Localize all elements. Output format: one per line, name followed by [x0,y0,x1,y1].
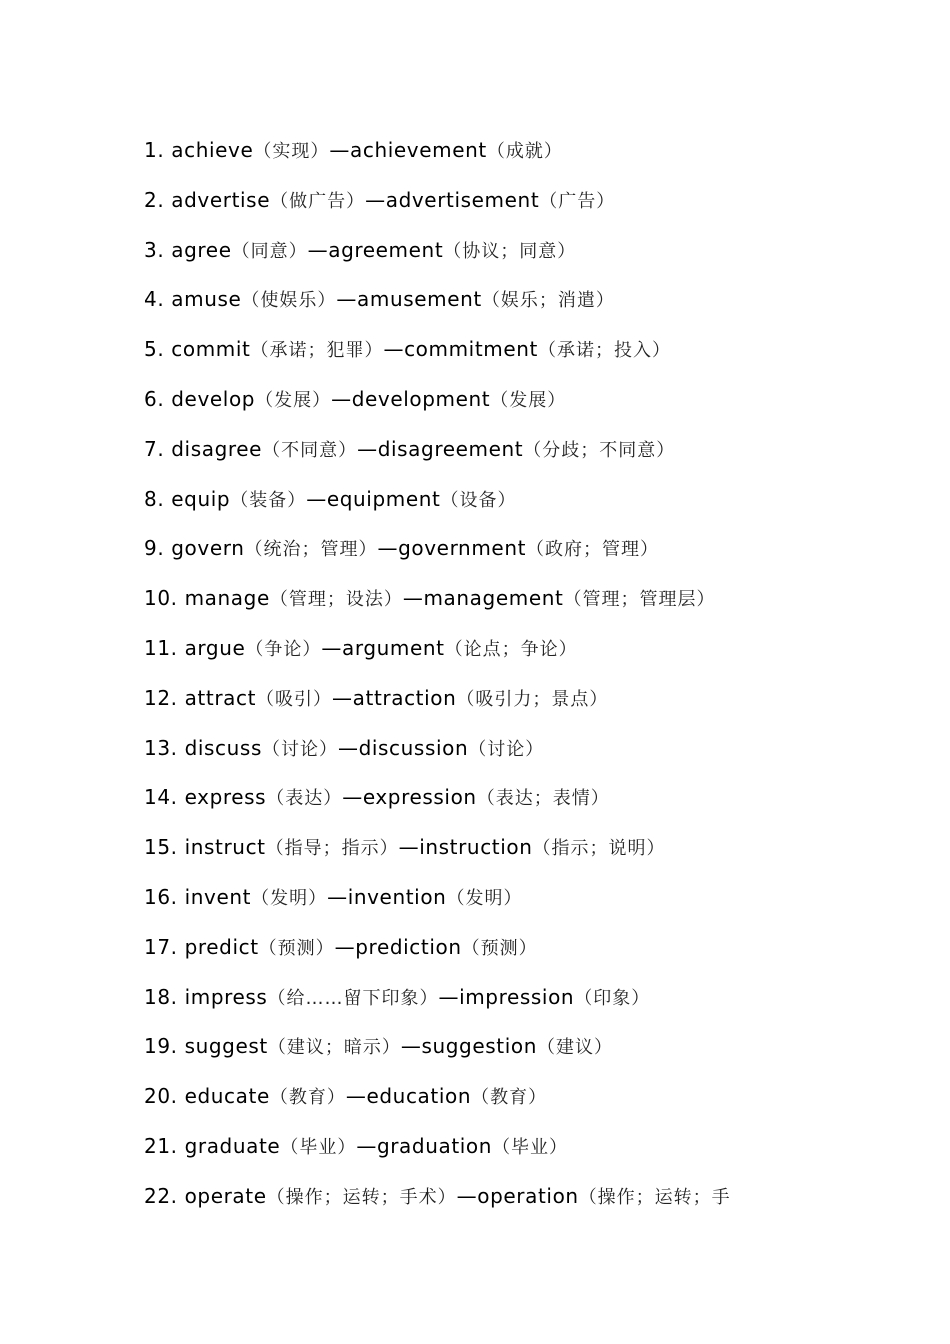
dash: — [331,386,352,411]
dash: — [345,1084,367,1109]
verb: attract [184,685,257,710]
noun: advertisement [385,187,540,212]
verb-translation: （管理；设法） [269,589,403,611]
verb-translation: （不同意） [262,439,358,461]
noun-translation: （吸引力；景点） [456,688,609,710]
verb: manage [184,586,270,611]
list-item [144,335,844,385]
verb: amuse [171,287,242,312]
noun-translation: （印象） [574,987,651,1009]
noun: instruction [419,835,533,860]
verb: express [184,785,267,810]
dash: — [398,835,420,860]
verb-translation: （统治；管理） [244,539,378,561]
verb-translation: （使娱乐） [241,290,337,312]
noun: government [398,536,527,561]
list-item [144,933,844,983]
verb: develop [171,386,256,411]
list-item [144,1132,844,1182]
verb-translation: （做广告） [270,190,366,212]
verb: agree [171,237,232,262]
dash: — [337,735,359,760]
dash: — [307,237,329,262]
entry-number: 18. [144,984,178,1009]
verb: educate [184,1084,270,1109]
verb-translation: （实现） [253,141,330,162]
verb-translation: （承诺；犯罪） [250,340,384,362]
verb: operate [184,1183,267,1208]
noun: attraction [352,685,457,710]
list-item [144,783,844,833]
entry-number: 10. [144,586,178,611]
noun: prediction [355,934,462,959]
verb: invent [184,884,252,909]
noun: equipment [326,486,441,511]
verb: advertise [171,187,271,212]
verb-translation: （发明） [251,887,328,909]
noun-translation: （成就） [486,141,563,162]
verb-translation: （争论） [245,638,322,660]
verb: graduate [184,1133,281,1158]
list-item [144,1082,844,1132]
verb: suggest [184,1034,268,1059]
entry-number: 3. [144,237,165,262]
entry-number: 8. [144,486,165,511]
verb-translation: （发展） [255,389,332,411]
list-item [144,883,844,933]
entry-number: 22. [144,1183,178,1208]
noun-translation: （承诺；投入） [537,340,671,362]
entry-number: 7. [144,436,165,461]
verb: achieve [171,138,254,162]
dash: — [377,536,399,561]
noun-translation: （发明） [446,887,523,909]
verb: equip [171,486,231,511]
verb-translation: （装备） [230,489,307,511]
verb: discuss [184,735,262,760]
verb-translation: （毕业） [280,1136,357,1158]
list-item [144,983,844,1033]
verb-translation: （操作；运转；手术） [266,1186,457,1208]
noun-translation: （论点；争论） [444,638,578,660]
dash: — [306,486,327,511]
noun: disagreement [377,436,524,461]
noun: management [423,586,564,611]
dash: — [329,138,351,162]
noun: expression [362,785,477,810]
entry-number: 12. [144,685,178,710]
verb: impress [184,984,268,1009]
entry-number: 13. [144,735,178,760]
entry-number: 21. [144,1133,178,1158]
entry-number: 6. [144,386,165,411]
noun: argument [342,635,445,660]
entry-number: 11. [144,635,178,660]
list-item [144,136,844,186]
noun: suggestion [421,1034,537,1059]
noun: discussion [358,735,469,760]
list-item [144,634,844,684]
verb-translation: （给……留下印象） [267,987,439,1009]
noun-translation: （政府；管理） [526,539,660,561]
noun: amusement [357,287,482,312]
dash: — [356,1133,377,1158]
noun: agreement [328,237,444,262]
noun-translation: （预测） [461,937,538,959]
vocabulary-list [144,136,844,1232]
verb-translation: （教育） [269,1087,346,1109]
dash: — [336,287,358,312]
entry-number: 15. [144,835,178,860]
entry-number: 16. [144,884,178,909]
noun: operation [477,1183,579,1208]
dash: — [400,1034,422,1059]
noun: achievement [350,138,487,162]
list-item [144,435,844,485]
dash: — [334,934,356,959]
noun: invention [347,884,447,909]
noun: education [366,1084,472,1109]
noun-translation: （操作；运转；手 [578,1186,731,1208]
dash: — [321,635,342,660]
noun: commitment [404,337,538,362]
noun-translation: （建议） [536,1037,613,1059]
noun-translation: （娱乐；消遣） [481,290,615,312]
verb: govern [171,536,245,561]
list-item [144,385,844,435]
noun-translation: （管理；管理层） [563,589,716,611]
noun-translation: （讨论） [468,738,545,760]
entry-number: 9. [144,536,165,561]
noun: development [351,386,491,411]
verb-translation: （指导；指示） [265,838,399,860]
verb-translation: （表达） [266,788,343,810]
dash: — [327,884,348,909]
verb: disagree [171,436,263,461]
dash: — [342,785,363,810]
dash: — [357,436,378,461]
noun-translation: （分歧；不同意） [523,439,676,461]
entry-number: 5. [144,337,165,362]
list-item [144,285,844,335]
entry-number: 14. [144,785,178,810]
verb: argue [184,635,246,660]
entry-number: 1. [144,138,165,162]
list-item [144,186,844,236]
dash: — [383,337,405,362]
noun-translation: （毕业） [492,1136,569,1158]
list-item [144,485,844,535]
list-item [144,1182,844,1232]
noun: impression [459,984,575,1009]
noun-translation: （协议；同意） [443,240,577,262]
noun-translation: （教育） [471,1087,548,1109]
entry-number: 17. [144,934,178,959]
noun-translation: （指示；说明） [532,838,666,860]
entry-number: 19. [144,1034,178,1059]
entry-number: 20. [144,1084,178,1109]
noun: graduation [376,1133,493,1158]
verb: instruct [184,835,266,860]
list-item [144,236,844,286]
verb-translation: （建议；暗示） [267,1037,401,1059]
verb-translation: （讨论） [261,738,338,760]
entry-number: 4. [144,287,165,312]
verb-translation: （同意） [231,240,308,262]
list-item [144,833,844,883]
list-item [144,1032,844,1082]
noun-translation: （发展） [490,389,567,411]
list-item [144,684,844,734]
list-item [144,584,844,634]
dash: — [456,1183,478,1208]
noun-translation: （设备） [440,489,517,511]
dash: — [402,586,424,611]
noun-translation: （表达；表情） [476,788,610,810]
list-item [144,534,844,584]
verb: predict [184,934,259,959]
verb-translation: （预测） [258,937,335,959]
verb: commit [171,337,251,362]
dash: — [365,187,386,212]
entry-number: 2. [144,187,165,212]
list-item [144,734,844,784]
verb-translation: （吸引） [256,688,333,710]
dash: — [438,984,460,1009]
noun-translation: （广告） [539,190,616,212]
dash: — [332,685,353,710]
